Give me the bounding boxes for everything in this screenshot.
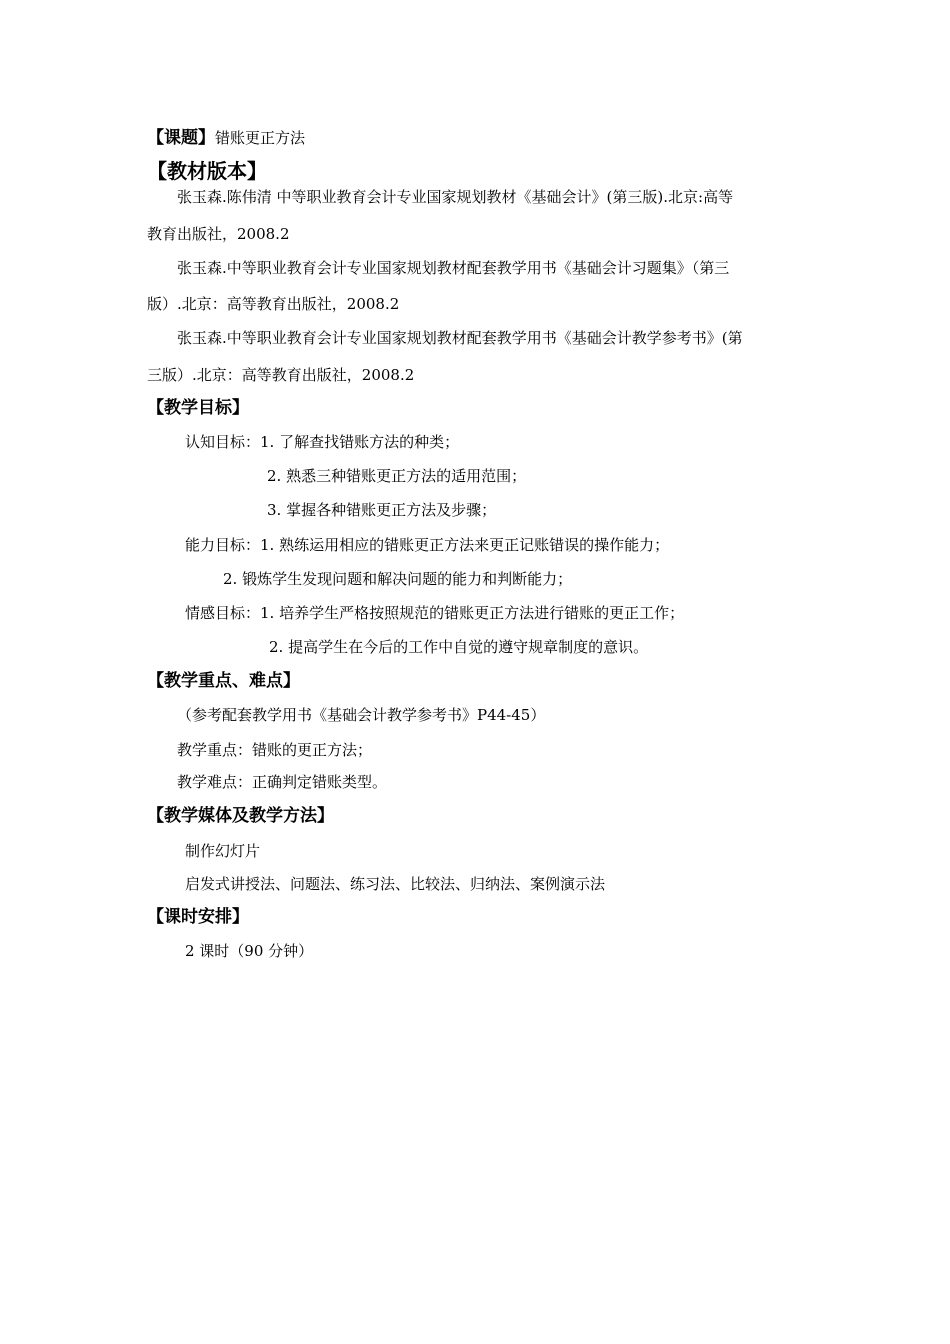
schedule-hours: 2 课时（90 分钟） xyxy=(185,942,314,960)
objective-cognitive-1: 认知目标：1. 了解查找错账方法的种类； xyxy=(185,433,460,451)
objective-emotion-2: 2. 提高学生在今后的工作中自觉的遵守规章制度的意识。 xyxy=(269,638,649,656)
textbook-ref2-line1: 张玉森.中等职业教育会计专业国家规划教材配套教学用书《基础会计习题集》（第三 xyxy=(177,259,730,277)
textbook-ref2-line2: 版）.北京：高等教育出版社，2008.2 xyxy=(147,295,400,313)
textbook-ref1-line1: 张玉森.陈伟清 中等职业教育会计专业国家规划教材《基础会计》(第三版).北京:高等 xyxy=(177,188,734,206)
lesson-title-value: 错账更正方法 xyxy=(215,129,306,147)
media-item: 制作幻灯片 xyxy=(185,842,261,860)
media-methods: 启发式讲授法、问题法、练习法、比较法、归纳法、案例演示法 xyxy=(185,875,606,893)
objective-ability-1: 能力目标：1. 熟练运用相应的错账更正方法来更正记账错误的操作能力； xyxy=(185,536,670,554)
lesson-title-label: 【课题】 xyxy=(147,128,215,148)
objective-ability-2: 2. 锻炼学生发现问题和解决问题的能力和判断能力； xyxy=(223,570,573,588)
key-points-heading: 【教学重点、难点】 xyxy=(147,671,300,691)
key-points-focus: 教学重点：错账的更正方法； xyxy=(177,741,373,759)
textbook-ref3-line2: 三版）.北京：高等教育出版社，2008.2 xyxy=(147,366,415,384)
key-points-difficulty: 教学难点：正确判定错账类型。 xyxy=(177,773,388,791)
objectives-heading: 【教学目标】 xyxy=(147,398,249,418)
textbook-ref3-line1: 张玉森.中等职业教育会计专业国家规划教材配套教学用书《基础会计教学参考书》(第 xyxy=(177,329,743,347)
objective-cognitive-3: 3. 掌握各种错账更正方法及步骤； xyxy=(267,501,497,519)
textbook-heading: 【教材版本】 xyxy=(147,159,267,183)
schedule-heading: 【课时安排】 xyxy=(147,907,249,927)
textbook-ref1-line2: 教育出版社，2008.2 xyxy=(147,225,290,243)
objective-cognitive-2: 2. 熟悉三种错账更正方法的适用范围； xyxy=(267,467,527,485)
objective-emotion-1: 情感目标：1. 培养学生严格按照规范的错账更正方法进行错账的更正工作； xyxy=(185,604,685,622)
key-points-reference: （参考配套教学用书《基础会计教学参考书》P44-45） xyxy=(177,706,546,724)
lesson-title-line xyxy=(147,127,305,149)
media-heading: 【教学媒体及教学方法】 xyxy=(147,806,334,826)
